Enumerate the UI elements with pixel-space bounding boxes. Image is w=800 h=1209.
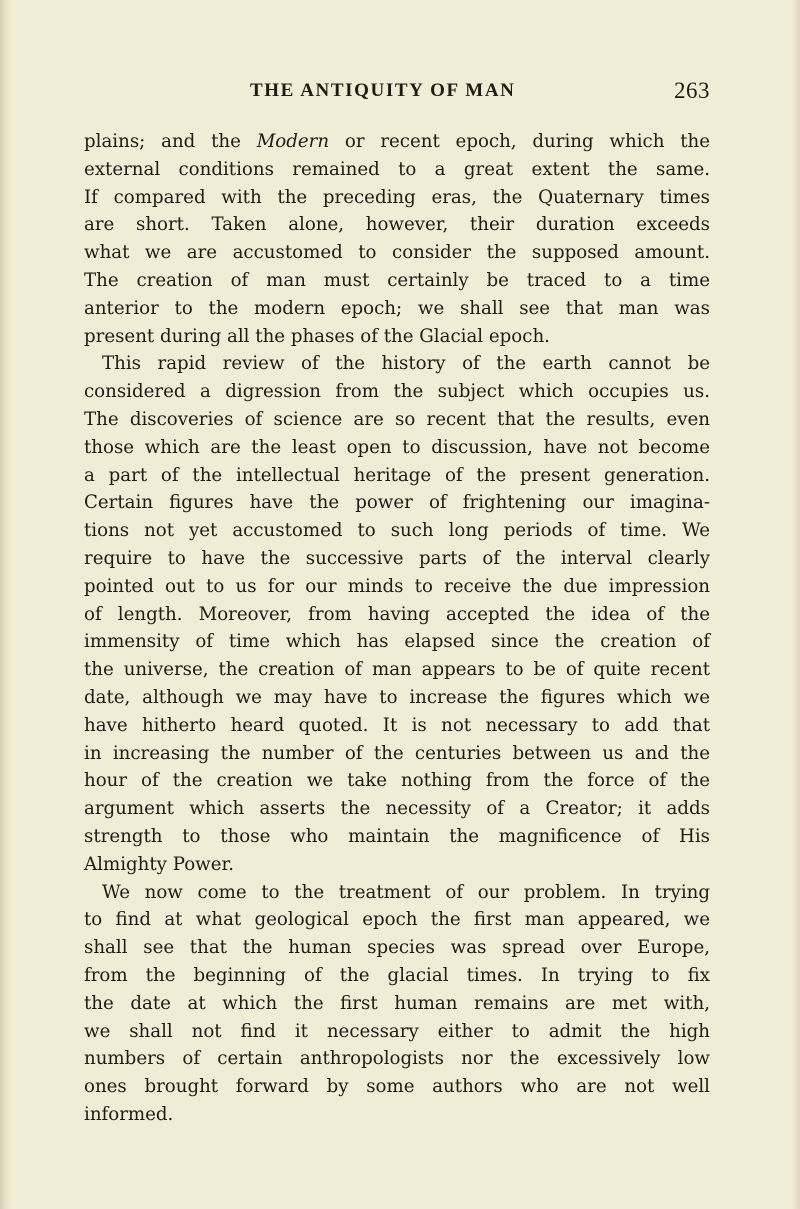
text-segment: anterior to the modern epoch; we shall see that man was	[84, 297, 710, 319]
text-line	[84, 184, 710, 212]
text-line	[84, 962, 710, 990]
text-segment: pointed out to us for our minds to receive the due impression	[84, 575, 710, 597]
text-segment: We now come to the treatment of our problem. In trying	[102, 881, 710, 903]
page-left-edge	[0, 0, 12, 1209]
text-line	[84, 934, 710, 962]
page-right-edge	[792, 0, 800, 1209]
text-line	[84, 378, 710, 406]
text-line	[84, 211, 710, 239]
text-segment: are short. Taken alone, however, their duration exceeds	[84, 214, 710, 236]
text-segment: plains; and the	[84, 131, 257, 152]
text-segment: or recent epoch, during which the	[329, 131, 710, 152]
text-line	[84, 545, 710, 573]
running-title: THE ANTIQUITY OF MAN	[250, 80, 516, 101]
text-line	[84, 767, 710, 795]
text-segment: those which are the least open to discussion, have not become	[84, 436, 710, 458]
text-segment: Certain figures have the power of frightening our imagina-	[84, 492, 710, 514]
text-line	[84, 823, 710, 851]
text-line	[84, 267, 710, 295]
text-segment: The discoveries of science are so recent that the results, even	[84, 408, 710, 430]
text-line	[84, 434, 710, 462]
text-segment: considered a digression from the subject which occupies us.	[84, 381, 710, 403]
text-segment: have hitherto heard quoted. It is not necessary to add that	[84, 714, 710, 736]
text-line	[84, 851, 710, 879]
text-line	[84, 740, 710, 768]
text-segment: shall see that the human species was spread over Europe,	[84, 937, 710, 959]
text-line	[84, 239, 710, 267]
text-line	[84, 601, 710, 629]
text-segment: informed.	[84, 1103, 174, 1125]
text-line	[84, 462, 710, 490]
text-line	[84, 712, 710, 740]
text-segment: Almighty Power.	[84, 853, 234, 875]
text-line	[84, 879, 710, 907]
text-segment: the universe, the creation of man appears to be of quite recent	[84, 659, 710, 681]
text-segment: numbers of certain anthropologists nor the excessively low	[84, 1048, 710, 1070]
text-line	[84, 1045, 710, 1073]
text-line	[84, 1101, 710, 1129]
text-line	[84, 489, 710, 517]
text-segment: from the beginning of the glacial times. In trying to fix	[84, 964, 710, 986]
text-segment: to find at what geological epoch the first man appeared, we	[84, 909, 710, 931]
text-line	[84, 517, 710, 545]
text-line	[84, 795, 710, 823]
text-segment: of length. Moreover, from having accepted the idea of the	[84, 603, 710, 625]
text-segment: the date at which the first human remains are met with,	[84, 992, 710, 1014]
text-segment: strength to those who maintain the magnificence of His	[84, 825, 710, 847]
text-segment: external conditions remained to a great extent the same.	[84, 158, 710, 180]
text-segment: hour of the creation we take nothing from the force of the	[84, 770, 710, 792]
text-segment: ones brought forward by some authors who are not well	[84, 1076, 710, 1098]
text-line	[84, 128, 710, 156]
text-line	[84, 656, 710, 684]
text-line	[84, 156, 710, 184]
text-line	[84, 1018, 710, 1046]
text-segment: what we are accustomed to consider the supposed amount.	[84, 242, 710, 264]
text-line	[84, 406, 710, 434]
text-line	[84, 990, 710, 1018]
text-line	[84, 323, 710, 351]
text-segment: immensity of time which has elapsed since the creation of	[84, 631, 710, 653]
text-segment: require to have the successive parts of the interval clearly	[84, 547, 710, 569]
text-segment: tions not yet accustomed to such long periods of time. We	[84, 520, 710, 542]
text-segment: argument which asserts the necessity of a Creator; it adds	[84, 798, 710, 820]
text-line	[84, 906, 710, 934]
text-line	[84, 684, 710, 712]
text-segment: The creation of man must certainly be traced to a time	[84, 269, 710, 291]
text-segment: date, although we may have to increase the figures which we	[84, 686, 710, 708]
running-head	[250, 80, 710, 110]
text-segment: a part of the intellectual heritage of the present generation.	[84, 464, 710, 486]
body-text	[84, 128, 710, 1129]
text-segment: If compared with the preceding eras, the Quaternary times	[84, 186, 710, 208]
text-line	[84, 628, 710, 656]
text-line	[84, 350, 710, 378]
text-line	[84, 573, 710, 601]
text-segment: This rapid review of the history of the earth cannot be	[102, 353, 710, 375]
italic-text: Modern	[256, 131, 330, 152]
text-segment: we shall not find it necessary either to admit the high	[84, 1020, 710, 1042]
page-number: 263	[674, 78, 710, 103]
text-line	[84, 1073, 710, 1101]
text-segment: present during all the phases of the Glacial epoch.	[84, 325, 550, 347]
text-segment: in increasing the number of the centuries between us and the	[84, 742, 710, 764]
text-line	[84, 295, 710, 323]
